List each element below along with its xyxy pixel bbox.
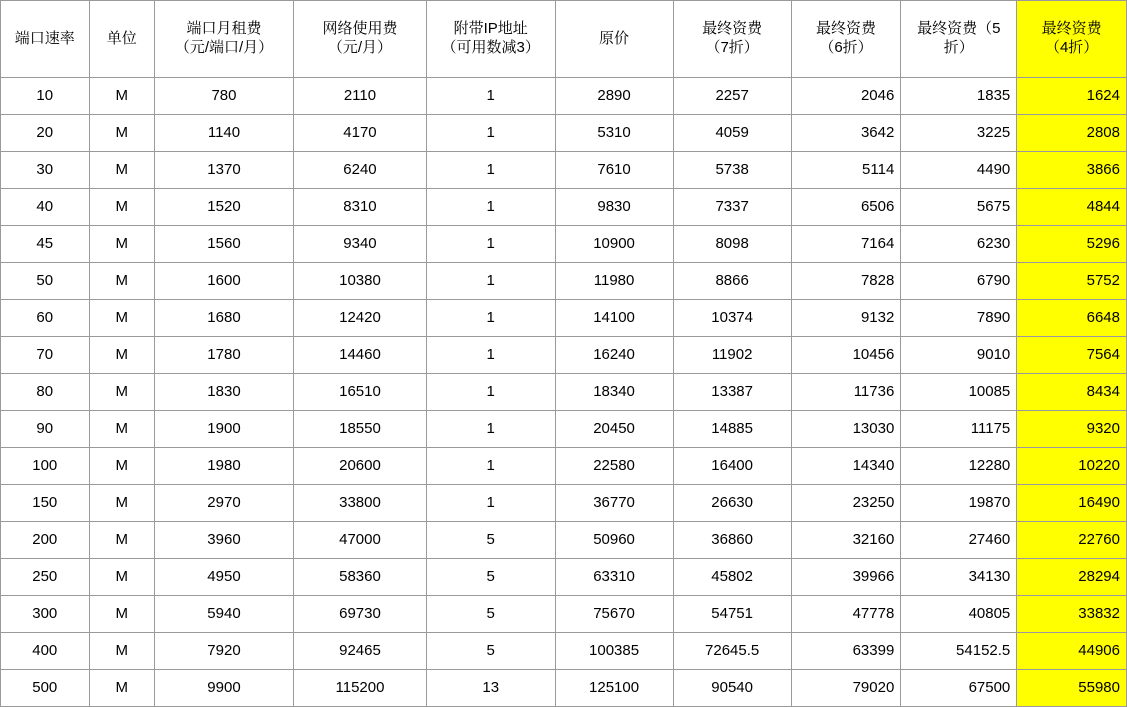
cell-r11-c1: M <box>89 485 154 522</box>
cell-r5-c0: 50 <box>1 263 90 300</box>
column-header-8 <box>901 1 1017 78</box>
cell-r1-c6: 4059 <box>673 115 791 152</box>
cell-r13-c6: 45802 <box>673 559 791 596</box>
cell-r10-c0: 100 <box>1 448 90 485</box>
cell-r1-c8: 3225 <box>901 115 1017 152</box>
column-header-line2: （4折） <box>1044 39 1099 56</box>
cell-r9-c6: 14885 <box>673 411 791 448</box>
cell-r15-c0: 400 <box>1 633 90 670</box>
cell-r3-c6: 7337 <box>673 189 791 226</box>
column-header-line1: 最终资费 <box>702 20 763 38</box>
cell-r11-c7: 23250 <box>791 485 901 522</box>
cell-r8-c9: 8434 <box>1017 374 1127 411</box>
cell-r7-c3: 14460 <box>294 337 427 374</box>
cell-r8-c3: 16510 <box>294 374 427 411</box>
cell-r0-c5: 2890 <box>555 78 673 115</box>
cell-r5-c2: 1600 <box>154 263 293 300</box>
cell-r6-c5: 14100 <box>555 300 673 337</box>
cell-r12-c6: 36860 <box>673 522 791 559</box>
cell-r14-c0: 300 <box>1 596 90 633</box>
cell-r2-c9: 3866 <box>1017 152 1127 189</box>
cell-r1-c4: 1 <box>426 115 555 152</box>
cell-r3-c2: 1520 <box>154 189 293 226</box>
column-header-line2: （可用数减3） <box>441 39 540 56</box>
cell-r13-c2: 4950 <box>154 559 293 596</box>
cell-r11-c6: 26630 <box>673 485 791 522</box>
column-header-9 <box>1017 1 1127 78</box>
cell-r0-c8: 1835 <box>901 78 1017 115</box>
cell-r16-c9: 55980 <box>1017 670 1127 707</box>
column-header-line1: 原价 <box>599 29 630 47</box>
column-header-4 <box>426 1 555 78</box>
cell-r4-c4: 1 <box>426 226 555 263</box>
cell-r4-c5: 10900 <box>555 226 673 263</box>
cell-r11-c8: 19870 <box>901 485 1017 522</box>
cell-r14-c8: 40805 <box>901 596 1017 633</box>
cell-r3-c8: 5675 <box>901 189 1017 226</box>
cell-r5-c5: 11980 <box>555 263 673 300</box>
cell-r15-c4: 5 <box>426 633 555 670</box>
cell-r11-c3: 33800 <box>294 485 427 522</box>
cell-r7-c4: 1 <box>426 337 555 374</box>
cell-r11-c9: 16490 <box>1017 485 1127 522</box>
table-body <box>1 78 1127 707</box>
cell-r1-c3: 4170 <box>294 115 427 152</box>
table-row <box>1 337 1127 374</box>
table-row <box>1 485 1127 522</box>
table-row <box>1 522 1127 559</box>
cell-r16-c2: 9900 <box>154 670 293 707</box>
cell-r1-c9: 2808 <box>1017 115 1127 152</box>
cell-r15-c3: 92465 <box>294 633 427 670</box>
cell-r6-c0: 60 <box>1 300 90 337</box>
cell-r0-c3: 2110 <box>294 78 427 115</box>
cell-r5-c1: M <box>89 263 154 300</box>
table-row <box>1 226 1127 263</box>
cell-r0-c6: 2257 <box>673 78 791 115</box>
cell-r7-c6: 11902 <box>673 337 791 374</box>
cell-r14-c2: 5940 <box>154 596 293 633</box>
column-header-0 <box>1 1 90 78</box>
cell-r8-c0: 80 <box>1 374 90 411</box>
cell-r5-c4: 1 <box>426 263 555 300</box>
cell-r14-c3: 69730 <box>294 596 427 633</box>
cell-r4-c1: M <box>89 226 154 263</box>
cell-r0-c1: M <box>89 78 154 115</box>
cell-r15-c9: 44906 <box>1017 633 1127 670</box>
cell-r7-c0: 70 <box>1 337 90 374</box>
table-row <box>1 670 1127 707</box>
cell-r8-c8: 10085 <box>901 374 1017 411</box>
cell-r15-c6: 72645.5 <box>673 633 791 670</box>
cell-r13-c5: 63310 <box>555 559 673 596</box>
cell-r9-c5: 20450 <box>555 411 673 448</box>
cell-r14-c6: 54751 <box>673 596 791 633</box>
column-header-6 <box>673 1 791 78</box>
cell-r6-c1: M <box>89 300 154 337</box>
cell-r12-c4: 5 <box>426 522 555 559</box>
cell-r2-c3: 6240 <box>294 152 427 189</box>
cell-r8-c2: 1830 <box>154 374 293 411</box>
column-header-line1: 附带IP地址 <box>453 20 528 38</box>
cell-r12-c5: 50960 <box>555 522 673 559</box>
cell-r3-c3: 8310 <box>294 189 427 226</box>
column-header-line1: 网络使用费 <box>322 20 398 38</box>
cell-r9-c0: 90 <box>1 411 90 448</box>
cell-r0-c9: 1624 <box>1017 78 1127 115</box>
table-row <box>1 152 1127 189</box>
cell-r12-c1: M <box>89 522 154 559</box>
cell-r4-c3: 9340 <box>294 226 427 263</box>
cell-r13-c8: 34130 <box>901 559 1017 596</box>
cell-r2-c5: 7610 <box>555 152 673 189</box>
cell-r10-c3: 20600 <box>294 448 427 485</box>
cell-r1-c2: 1140 <box>154 115 293 152</box>
cell-r4-c6: 8098 <box>673 226 791 263</box>
table-row <box>1 596 1127 633</box>
cell-r3-c7: 6506 <box>791 189 901 226</box>
table-row <box>1 448 1127 485</box>
cell-r16-c8: 67500 <box>901 670 1017 707</box>
cell-r15-c2: 7920 <box>154 633 293 670</box>
cell-r3-c0: 40 <box>1 189 90 226</box>
cell-r12-c7: 32160 <box>791 522 901 559</box>
cell-r16-c6: 90540 <box>673 670 791 707</box>
column-header-line2: （6折） <box>819 39 873 56</box>
cell-r0-c2: 780 <box>154 78 293 115</box>
column-header-3 <box>294 1 427 78</box>
column-header-line2: （元/月） <box>327 39 393 56</box>
cell-r10-c9: 10220 <box>1017 448 1127 485</box>
cell-r2-c8: 4490 <box>901 152 1017 189</box>
cell-r4-c8: 6230 <box>901 226 1017 263</box>
cell-r1-c1: M <box>89 115 154 152</box>
cell-r0-c7: 2046 <box>791 78 901 115</box>
cell-r14-c4: 5 <box>426 596 555 633</box>
cell-r13-c0: 250 <box>1 559 90 596</box>
cell-r9-c9: 9320 <box>1017 411 1127 448</box>
column-header-line1: 端口月租费 <box>186 20 262 38</box>
cell-r4-c2: 1560 <box>154 226 293 263</box>
cell-r2-c2: 1370 <box>154 152 293 189</box>
column-header-1 <box>89 1 154 78</box>
cell-r14-c1: M <box>89 596 154 633</box>
column-header-line1: 单位 <box>106 29 137 47</box>
cell-r5-c7: 7828 <box>791 263 901 300</box>
cell-r9-c2: 1900 <box>154 411 293 448</box>
cell-r9-c4: 1 <box>426 411 555 448</box>
cell-r16-c4: 13 <box>426 670 555 707</box>
cell-r2-c4: 1 <box>426 152 555 189</box>
cell-r4-c7: 7164 <box>791 226 901 263</box>
cell-r9-c7: 13030 <box>791 411 901 448</box>
cell-r12-c2: 3960 <box>154 522 293 559</box>
cell-r12-c3: 47000 <box>294 522 427 559</box>
cell-r8-c5: 18340 <box>555 374 673 411</box>
cell-r13-c7: 39966 <box>791 559 901 596</box>
cell-r9-c3: 18550 <box>294 411 427 448</box>
cell-r7-c8: 9010 <box>901 337 1017 374</box>
header-row <box>1 1 1127 78</box>
cell-r4-c9: 5296 <box>1017 226 1127 263</box>
cell-r11-c0: 150 <box>1 485 90 522</box>
cell-r1-c5: 5310 <box>555 115 673 152</box>
cell-r12-c0: 200 <box>1 522 90 559</box>
cell-r10-c1: M <box>89 448 154 485</box>
cell-r2-c7: 5114 <box>791 152 901 189</box>
table-row <box>1 115 1127 152</box>
cell-r12-c8: 27460 <box>901 522 1017 559</box>
cell-r15-c7: 63399 <box>791 633 901 670</box>
cell-r6-c3: 12420 <box>294 300 427 337</box>
cell-r9-c1: M <box>89 411 154 448</box>
cell-r5-c6: 8866 <box>673 263 791 300</box>
cell-r3-c5: 9830 <box>555 189 673 226</box>
table-header <box>1 1 1127 78</box>
column-header-line2: （元/端口/月） <box>174 39 274 56</box>
column-header-line2: （7折） <box>705 39 759 56</box>
table-row <box>1 300 1127 337</box>
cell-r16-c7: 79020 <box>791 670 901 707</box>
table-row <box>1 263 1127 300</box>
cell-r1-c0: 20 <box>1 115 90 152</box>
cell-r10-c7: 14340 <box>791 448 901 485</box>
cell-r10-c8: 12280 <box>901 448 1017 485</box>
cell-r7-c7: 10456 <box>791 337 901 374</box>
cell-r5-c9: 5752 <box>1017 263 1127 300</box>
cell-r15-c5: 100385 <box>555 633 673 670</box>
column-header-line1: 最终资费 <box>1041 20 1102 38</box>
column-header-line2: 折） <box>943 39 974 56</box>
cell-r0-c0: 10 <box>1 78 90 115</box>
cell-r3-c4: 1 <box>426 189 555 226</box>
cell-r6-c7: 9132 <box>791 300 901 337</box>
cell-r2-c0: 30 <box>1 152 90 189</box>
cell-r4-c0: 45 <box>1 226 90 263</box>
cell-r8-c4: 1 <box>426 374 555 411</box>
cell-r7-c5: 16240 <box>555 337 673 374</box>
cell-r8-c7: 11736 <box>791 374 901 411</box>
cell-r8-c1: M <box>89 374 154 411</box>
cell-r14-c5: 75670 <box>555 596 673 633</box>
cell-r3-c9: 4844 <box>1017 189 1127 226</box>
cell-r9-c8: 11175 <box>901 411 1017 448</box>
table-row <box>1 189 1127 226</box>
cell-r6-c9: 6648 <box>1017 300 1127 337</box>
column-header-line1: 端口速率 <box>14 29 75 47</box>
table-row <box>1 633 1127 670</box>
cell-r2-c6: 5738 <box>673 152 791 189</box>
cell-r13-c9: 28294 <box>1017 559 1127 596</box>
cell-r13-c4: 5 <box>426 559 555 596</box>
cell-r14-c9: 33832 <box>1017 596 1127 633</box>
cell-r6-c6: 10374 <box>673 300 791 337</box>
cell-r12-c9: 22760 <box>1017 522 1127 559</box>
table-row <box>1 559 1127 596</box>
cell-r16-c3: 115200 <box>294 670 427 707</box>
column-header-2 <box>154 1 293 78</box>
cell-r3-c1: M <box>89 189 154 226</box>
cell-r13-c1: M <box>89 559 154 596</box>
cell-r10-c5: 22580 <box>555 448 673 485</box>
cell-r2-c1: M <box>89 152 154 189</box>
cell-r8-c6: 13387 <box>673 374 791 411</box>
cell-r16-c0: 500 <box>1 670 90 707</box>
table-row <box>1 411 1127 448</box>
cell-r10-c2: 1980 <box>154 448 293 485</box>
cell-r7-c1: M <box>89 337 154 374</box>
cell-r10-c6: 16400 <box>673 448 791 485</box>
cell-r0-c4: 1 <box>426 78 555 115</box>
cell-r15-c8: 54152.5 <box>901 633 1017 670</box>
cell-r11-c5: 36770 <box>555 485 673 522</box>
cell-r6-c2: 1680 <box>154 300 293 337</box>
cell-r10-c4: 1 <box>426 448 555 485</box>
cell-r11-c4: 1 <box>426 485 555 522</box>
cell-r5-c8: 6790 <box>901 263 1017 300</box>
column-header-line1: 最终资费（5 <box>917 20 1001 38</box>
cell-r14-c7: 47778 <box>791 596 901 633</box>
column-header-7 <box>791 1 901 78</box>
cell-r11-c2: 2970 <box>154 485 293 522</box>
table-row <box>1 374 1127 411</box>
column-header-5 <box>555 1 673 78</box>
table-row <box>1 78 1127 115</box>
cell-r16-c5: 125100 <box>555 670 673 707</box>
cell-r16-c1: M <box>89 670 154 707</box>
cell-r6-c4: 1 <box>426 300 555 337</box>
cell-r5-c3: 10380 <box>294 263 427 300</box>
cell-r7-c2: 1780 <box>154 337 293 374</box>
cell-r15-c1: M <box>89 633 154 670</box>
cell-r6-c8: 7890 <box>901 300 1017 337</box>
cell-r1-c7: 3642 <box>791 115 901 152</box>
cell-r13-c3: 58360 <box>294 559 427 596</box>
column-header-line1: 最终资费 <box>815 20 876 38</box>
cell-r7-c9: 7564 <box>1017 337 1127 374</box>
